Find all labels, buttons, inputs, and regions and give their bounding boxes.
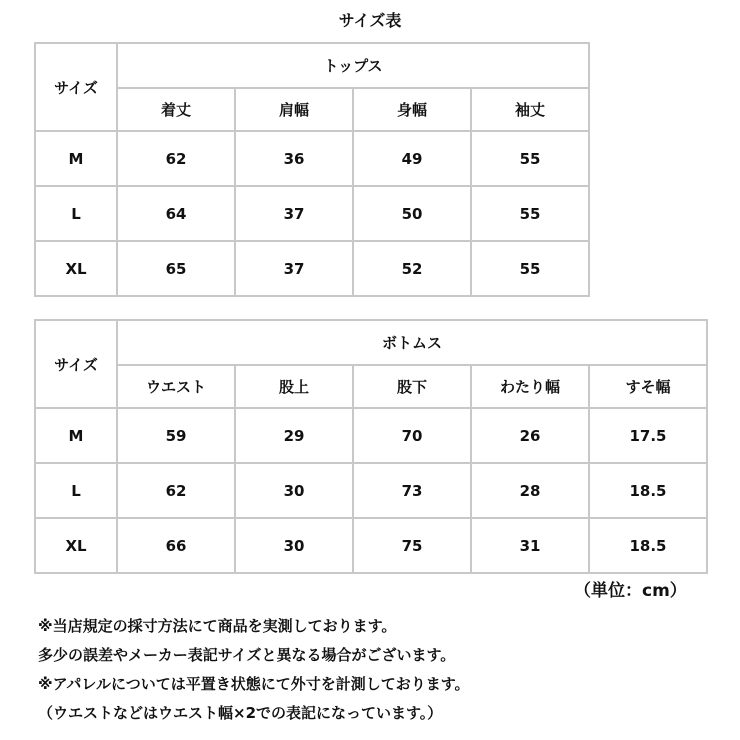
table-cell: 59	[117, 408, 235, 463]
table-cell: 26	[471, 408, 589, 463]
table-row	[35, 408, 707, 463]
table-cell: 66	[117, 518, 235, 573]
table-cell: 62	[117, 463, 235, 518]
table-cell: 28	[471, 463, 589, 518]
tops-size-table	[34, 42, 590, 297]
table-cell: 55	[471, 186, 589, 241]
table-row	[35, 463, 707, 518]
column-header: 身幅	[353, 88, 471, 131]
table-cell: 70	[353, 408, 471, 463]
size-label: M	[35, 131, 117, 186]
bottoms-header-row	[35, 320, 707, 365]
table-cell: 36	[235, 131, 353, 186]
table-row	[35, 186, 589, 241]
size-label: M	[35, 408, 117, 463]
size-label: XL	[35, 241, 117, 296]
column-header: 袖丈	[471, 88, 589, 131]
tops-header-row	[35, 43, 589, 88]
column-header: 股下	[353, 365, 471, 408]
table-cell: 52	[353, 241, 471, 296]
table-cell: 65	[117, 241, 235, 296]
table-cell: 29	[235, 408, 353, 463]
column-header: 股上	[235, 365, 353, 408]
table-cell: 18.5	[589, 518, 707, 573]
tops-size-header: サイズ	[35, 43, 117, 131]
table-cell: 73	[353, 463, 471, 518]
table-cell: 75	[353, 518, 471, 573]
table-cell: 49	[353, 131, 471, 186]
table-cell: 37	[235, 186, 353, 241]
column-header: 着丈	[117, 88, 235, 131]
note-line: ※当店規定の採寸方法にて商品を実測しております。	[38, 617, 397, 635]
table-cell: 30	[235, 518, 353, 573]
note-line: ※アパレルについては平置き状態にて外寸を計測しております。	[38, 675, 470, 693]
column-header: わたり幅	[471, 365, 589, 408]
column-header: 肩幅	[235, 88, 353, 131]
table-cell: 30	[235, 463, 353, 518]
table-row	[35, 131, 589, 186]
tops-column-header-row	[35, 88, 589, 131]
bottoms-column-header-row	[35, 365, 707, 408]
table-cell: 62	[117, 131, 235, 186]
table-cell: 37	[235, 241, 353, 296]
table-cell: 55	[471, 241, 589, 296]
notes	[38, 612, 728, 728]
bottoms-size-header: サイズ	[35, 320, 117, 408]
note-line: （ウエストなどはウエスト幅×2での表記になっています。）	[38, 704, 443, 722]
size-label: L	[35, 463, 117, 518]
table-cell: 50	[353, 186, 471, 241]
tops-group-header: トップス	[117, 43, 589, 88]
table-row	[35, 518, 707, 573]
table-cell: 55	[471, 131, 589, 186]
table-cell: 17.5	[589, 408, 707, 463]
size-label: L	[35, 186, 117, 241]
unit-label: （単位：cm）	[574, 581, 687, 601]
bottoms-group-header: ボトムス	[117, 320, 707, 365]
column-header: ウエスト	[117, 365, 235, 408]
bottoms-size-table	[34, 319, 708, 574]
size-label: XL	[35, 518, 117, 573]
page-title: サイズ表	[338, 11, 402, 30]
table-cell: 64	[117, 186, 235, 241]
column-header: すそ幅	[589, 365, 707, 408]
note-line: 多少の誤差やメーカー表記サイズと異なる場合がございます。	[38, 646, 456, 664]
table-cell: 31	[471, 518, 589, 573]
table-row	[35, 241, 589, 296]
table-cell: 18.5	[589, 463, 707, 518]
